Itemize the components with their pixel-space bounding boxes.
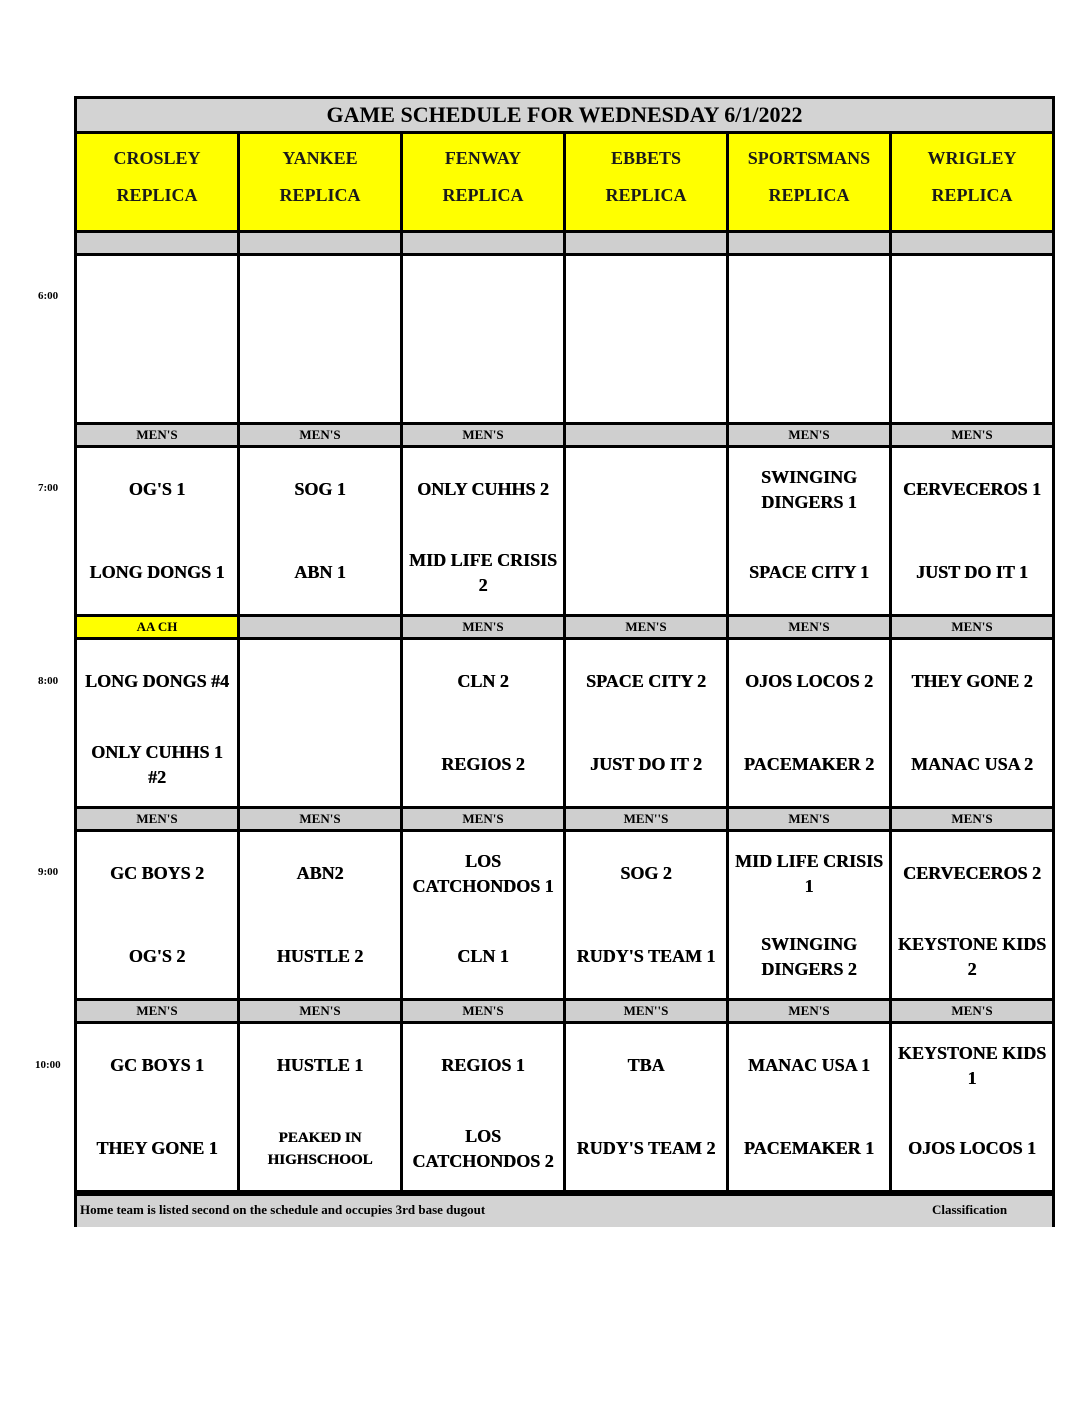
field-name: YANKEE bbox=[282, 148, 358, 168]
away-team: CLN 2 bbox=[457, 671, 509, 691]
game-cell bbox=[403, 1024, 566, 1190]
field-type: REPLICA bbox=[605, 185, 687, 205]
classification-cell: MEN'S bbox=[240, 809, 403, 829]
game-cell bbox=[566, 1024, 729, 1190]
classification-cell bbox=[77, 233, 240, 253]
away-team: OG'S 1 bbox=[128, 479, 186, 499]
away-team: LOS CATCHONDOS 1 bbox=[412, 850, 554, 896]
home-team: JUST DO IT 1 bbox=[916, 562, 1028, 582]
away-team bbox=[566, 448, 726, 531]
field-name: WRIGLEY bbox=[927, 148, 1017, 168]
classification-cell: MEN'S bbox=[951, 619, 993, 634]
home-team bbox=[77, 339, 237, 422]
field-header bbox=[77, 134, 240, 230]
field-type: REPLICA bbox=[442, 185, 524, 205]
away-team: CERVECEROS 2 bbox=[903, 863, 1041, 883]
home-team: KEYSTONE KIDS 2 bbox=[897, 933, 1047, 979]
time-slot-row bbox=[77, 832, 1052, 1001]
classification-cell bbox=[240, 617, 403, 637]
home-team bbox=[566, 531, 726, 614]
field-header bbox=[403, 134, 566, 230]
away-team: HUSTLE 1 bbox=[276, 1055, 364, 1075]
away-team: SOG 1 bbox=[294, 479, 346, 499]
classification-row bbox=[77, 425, 1052, 448]
schedule-title: GAME SCHEDULE FOR WEDNESDAY 6/1/2022 bbox=[77, 99, 1052, 134]
game-cell bbox=[77, 640, 240, 806]
classification-cell: MEN'S bbox=[729, 1001, 892, 1021]
field-name: CROSLEY bbox=[113, 148, 201, 168]
classification-cell: MEN'S bbox=[240, 425, 403, 445]
home-team bbox=[729, 339, 889, 422]
classification-cell bbox=[729, 233, 892, 253]
away-team: MANAC USA 1 bbox=[747, 1055, 870, 1075]
game-cell bbox=[892, 640, 1052, 806]
game-cell bbox=[892, 256, 1052, 422]
game-cell bbox=[566, 832, 729, 998]
game-cell bbox=[77, 448, 240, 614]
home-team: REGIOS 2 bbox=[441, 754, 525, 774]
classification-cell: MEN'S bbox=[240, 1001, 403, 1021]
game-cell bbox=[403, 832, 566, 998]
game-cell bbox=[240, 640, 403, 806]
time-slot-row bbox=[77, 256, 1052, 425]
classification-row bbox=[77, 233, 1052, 256]
time-label: 9:00 bbox=[38, 866, 59, 878]
game-cell bbox=[729, 256, 892, 422]
home-team: THEY GONE 1 bbox=[96, 1138, 218, 1158]
away-team: KEYSTONE KIDS 1 bbox=[897, 1042, 1047, 1088]
home-team: HUSTLE 2 bbox=[276, 946, 364, 966]
away-team bbox=[240, 640, 400, 723]
classification-cell: MEN'S bbox=[77, 809, 240, 829]
game-cell bbox=[729, 832, 892, 998]
home-team bbox=[240, 339, 400, 422]
classification-cell: MEN'S bbox=[951, 811, 993, 826]
game-cell bbox=[566, 256, 729, 422]
game-cell bbox=[240, 256, 403, 422]
classification-cell: MEN'S bbox=[403, 425, 566, 445]
away-team: LONG DONGS #4 bbox=[84, 671, 230, 691]
time-slot-row bbox=[77, 640, 1052, 809]
home-team: RUDY'S TEAM 2 bbox=[576, 1138, 716, 1158]
home-team: ONLY CUHHS 1 #2 bbox=[91, 741, 223, 787]
time-label: 10:00 bbox=[35, 1059, 61, 1071]
game-cell bbox=[77, 832, 240, 998]
home-team: MANAC USA 2 bbox=[910, 754, 1033, 774]
home-team: RUDY'S TEAM 1 bbox=[576, 946, 716, 966]
game-cell bbox=[729, 1024, 892, 1190]
away-team bbox=[892, 256, 1052, 339]
away-team: ABN2 bbox=[296, 863, 344, 883]
home-team: ABN 1 bbox=[294, 562, 346, 582]
home-team bbox=[240, 723, 400, 806]
home-team: SWINGING DINGERS 2 bbox=[760, 933, 858, 979]
home-team: LONG DONGS 1 bbox=[89, 562, 225, 582]
home-team bbox=[566, 339, 726, 422]
classification-cell: MEN'S bbox=[951, 1003, 993, 1018]
classification-cell bbox=[403, 233, 566, 253]
home-team bbox=[892, 339, 1052, 422]
game-cell bbox=[403, 640, 566, 806]
game-cell bbox=[240, 448, 403, 614]
game-cell bbox=[892, 832, 1052, 998]
time-label: 6:00 bbox=[38, 290, 59, 302]
game-cell bbox=[566, 640, 729, 806]
away-team: SWINGING DINGERS 1 bbox=[760, 466, 858, 512]
classification-cell: MEN'S bbox=[566, 617, 729, 637]
field-header bbox=[892, 134, 1052, 230]
time-slot-row bbox=[77, 1024, 1052, 1193]
classification-cell: MEN'S bbox=[403, 809, 566, 829]
classification-cell: MEN'S bbox=[951, 427, 993, 442]
classification-row bbox=[77, 617, 1052, 640]
home-team: OJOS LOCOS 1 bbox=[907, 1138, 1037, 1158]
classification-cell bbox=[566, 233, 729, 253]
time-label: 7:00 bbox=[38, 482, 59, 494]
game-cell bbox=[403, 448, 566, 614]
field-name: SPORTSMANS bbox=[747, 148, 871, 168]
home-team: SPACE CITY 1 bbox=[748, 562, 869, 582]
away-team: OJOS LOCOS 2 bbox=[744, 671, 874, 691]
game-cell bbox=[240, 832, 403, 998]
away-team: SPACE CITY 2 bbox=[585, 671, 706, 691]
away-team: GC BOYS 1 bbox=[109, 1055, 205, 1075]
game-cell bbox=[403, 256, 566, 422]
field-header-row bbox=[77, 134, 1052, 233]
home-team: PACEMAKER 2 bbox=[743, 754, 875, 774]
away-team bbox=[566, 256, 726, 339]
game-cell bbox=[729, 640, 892, 806]
game-cell bbox=[729, 448, 892, 614]
classification-cell: MEN'S bbox=[77, 425, 240, 445]
classification-cell bbox=[892, 233, 1052, 253]
home-team: PACEMAKER 1 bbox=[743, 1138, 875, 1158]
classification-cell: MEN''S bbox=[566, 809, 729, 829]
home-team: CLN 1 bbox=[457, 946, 509, 966]
away-team bbox=[403, 256, 563, 339]
game-cell bbox=[892, 448, 1052, 614]
field-type: REPLICA bbox=[116, 185, 198, 205]
away-team: ONLY CUHHS 2 bbox=[417, 479, 549, 499]
classification-row bbox=[77, 809, 1052, 832]
classification-cell: AA CH bbox=[77, 617, 240, 637]
home-team: OG'S 2 bbox=[128, 946, 186, 966]
classification-cell: MEN'S bbox=[729, 809, 892, 829]
classification-row bbox=[77, 1001, 1052, 1024]
classification-cell: MEN''S bbox=[566, 1001, 729, 1021]
away-team: REGIOS 1 bbox=[441, 1055, 525, 1075]
home-team-note: Home team is listed second on the schedule and occupies 3rd base dugout bbox=[80, 1202, 486, 1217]
field-name: EBBETS bbox=[610, 148, 682, 168]
field-type: REPLICA bbox=[279, 185, 361, 205]
field-type: REPLICA bbox=[768, 185, 850, 205]
home-team bbox=[403, 339, 563, 422]
field-header bbox=[240, 134, 403, 230]
away-team: CERVECEROS 1 bbox=[903, 479, 1041, 499]
away-team: THEY GONE 2 bbox=[911, 671, 1033, 691]
game-cell bbox=[240, 1024, 403, 1190]
game-schedule-table bbox=[74, 96, 1055, 1227]
classification-label: Classification bbox=[932, 1202, 1008, 1217]
game-cell bbox=[77, 256, 240, 422]
classification-cell: MEN'S bbox=[77, 1001, 240, 1021]
away-team: SOG 2 bbox=[620, 863, 672, 883]
classification-cell: MEN'S bbox=[403, 1001, 566, 1021]
field-name: FENWAY bbox=[444, 148, 522, 168]
away-team: GC BOYS 2 bbox=[109, 863, 205, 883]
home-team: PEAKED IN HIGHSCHOOL bbox=[267, 1129, 373, 1168]
home-team: JUST DO IT 2 bbox=[590, 754, 702, 774]
field-header bbox=[566, 134, 729, 230]
away-team bbox=[240, 256, 400, 339]
away-team bbox=[77, 256, 237, 339]
classification-cell bbox=[566, 425, 729, 445]
time-label: 8:00 bbox=[38, 675, 59, 687]
away-team bbox=[729, 256, 889, 339]
game-cell bbox=[77, 1024, 240, 1190]
field-header bbox=[729, 134, 892, 230]
away-team: TBA bbox=[627, 1055, 665, 1075]
game-cell bbox=[566, 448, 729, 614]
away-team: MID LIFE CRISIS 1 bbox=[734, 850, 884, 896]
field-type: REPLICA bbox=[931, 185, 1013, 205]
home-team: LOS CATCHONDOS 2 bbox=[412, 1125, 554, 1171]
schedule-footer bbox=[77, 1193, 1052, 1227]
game-cell bbox=[892, 1024, 1052, 1190]
home-team: MID LIFE CRISIS 2 bbox=[408, 549, 558, 595]
time-slot-row bbox=[77, 448, 1052, 617]
classification-cell bbox=[240, 233, 403, 253]
classification-cell: MEN'S bbox=[729, 425, 892, 445]
classification-cell: MEN'S bbox=[729, 617, 892, 637]
classification-cell: MEN'S bbox=[403, 617, 566, 637]
